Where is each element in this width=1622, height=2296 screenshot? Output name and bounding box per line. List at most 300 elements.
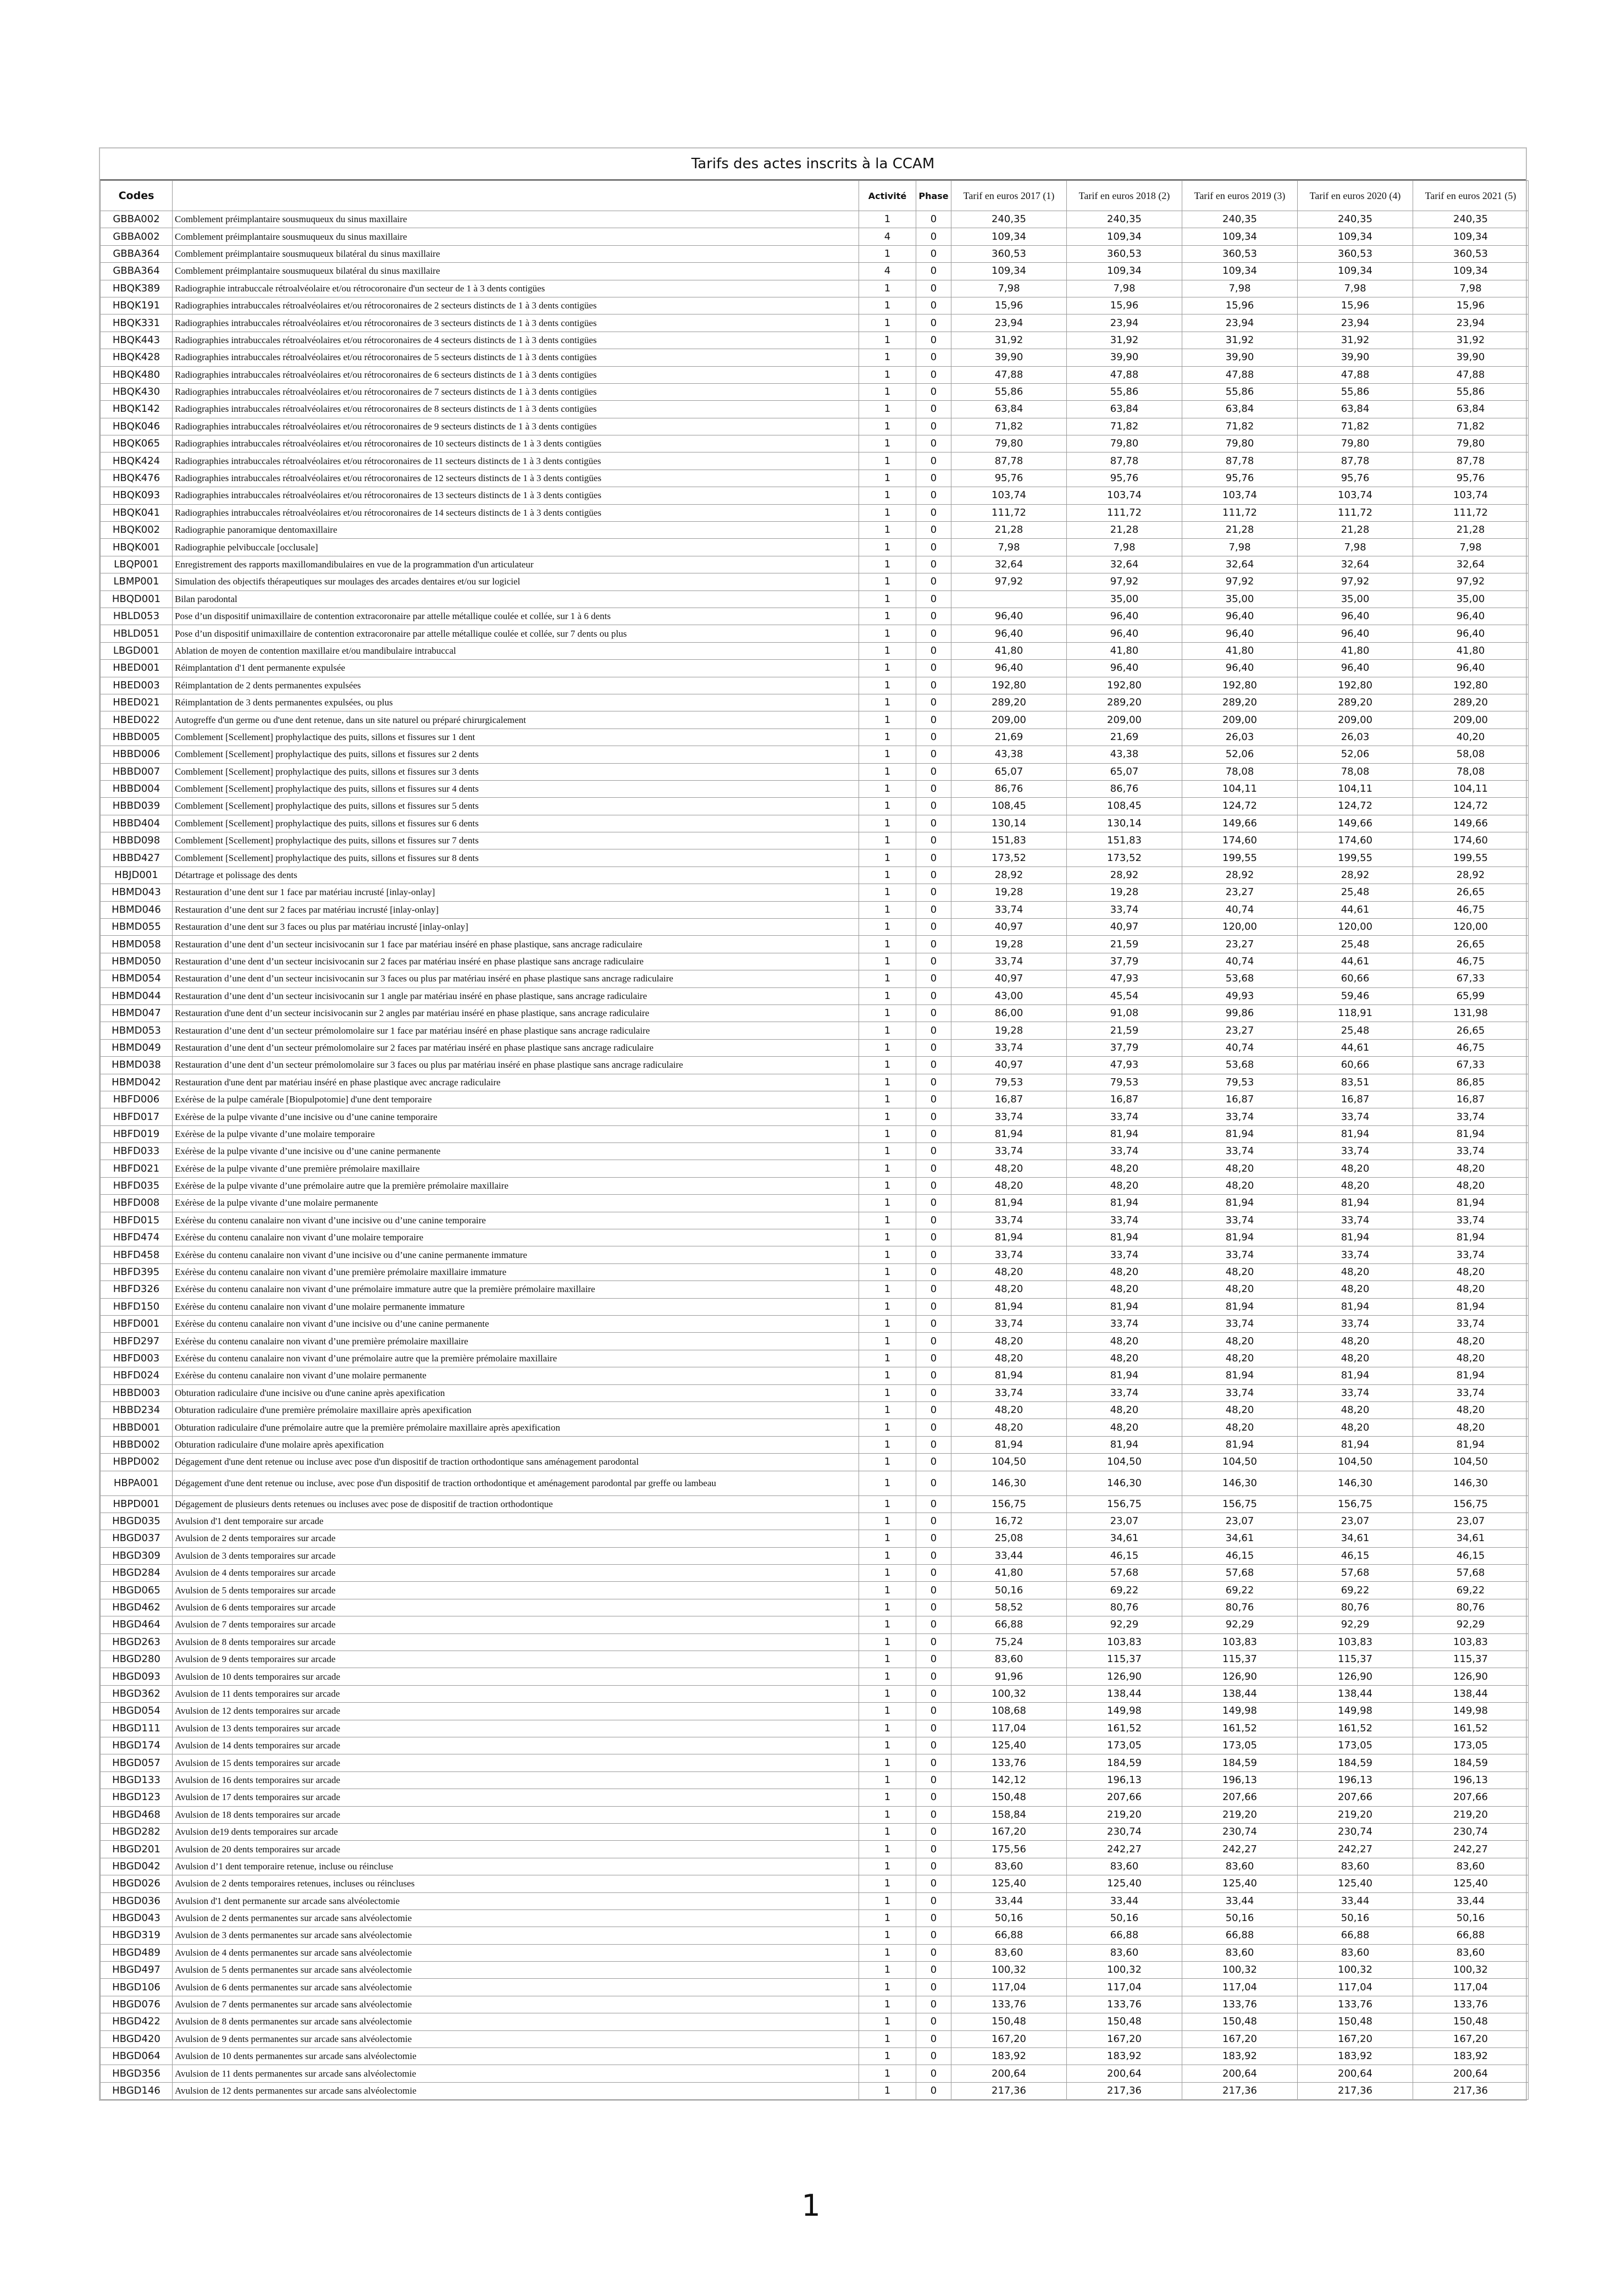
cell-tarif-2021: 199,55 xyxy=(1413,849,1529,866)
cell-tarif-2018: 33,44 xyxy=(1067,1892,1182,1909)
cell-phase: 0 xyxy=(916,487,951,504)
cell-activite: 1 xyxy=(859,1599,916,1616)
cell-tarif-2020: 81,94 xyxy=(1298,1436,1413,1453)
cell-tarif-2019: 79,80 xyxy=(1182,435,1298,452)
cell-tarif-2020: 44,61 xyxy=(1298,953,1413,970)
cell-phase: 0 xyxy=(916,2048,951,2065)
cell-tarif-2021: 81,94 xyxy=(1413,1367,1529,1384)
cell-activite: 1 xyxy=(859,1419,916,1436)
cell-code: HBBD003 xyxy=(101,1384,173,1401)
cell-tarif-2018: 41,80 xyxy=(1067,642,1182,659)
cell-activite: 1 xyxy=(859,383,916,400)
cell-tarif-2021: 41,80 xyxy=(1413,642,1529,659)
cell-phase: 0 xyxy=(916,1246,951,1263)
cell-tarif-2020: 48,20 xyxy=(1298,1419,1413,1436)
table-row xyxy=(101,1039,1529,1056)
cell-activite: 1 xyxy=(859,1384,916,1401)
cell-tarif-2018: 33,74 xyxy=(1067,1246,1182,1263)
cell-tarif-2020: 97,92 xyxy=(1298,573,1413,590)
table-row xyxy=(101,660,1529,677)
table-row xyxy=(101,573,1529,590)
cell-tarif-2019: 183,92 xyxy=(1182,2048,1298,2065)
cell-tarif-2019: 15,96 xyxy=(1182,297,1298,314)
table-row xyxy=(101,2013,1529,2030)
cell-phase: 0 xyxy=(916,936,951,953)
cell-tarif-2017: 48,20 xyxy=(951,1177,1067,1194)
cell-label: Comblement [Scellement] prophylactique des puits, sillons et fissures sur 8 dents xyxy=(173,849,859,866)
cell-tarif-2020: 124,72 xyxy=(1298,798,1413,815)
cell-code: LBGD001 xyxy=(101,642,173,659)
table-row xyxy=(101,1367,1529,1384)
cell-label: Exérèse du contenu canalaire non vivant d’une première prémolaire maxillaire xyxy=(173,1333,859,1350)
cell-tarif-2019: 96,40 xyxy=(1182,608,1298,625)
cell-code: HBGD057 xyxy=(101,1754,173,1771)
cell-tarif-2017: 96,40 xyxy=(951,608,1067,625)
cell-tarif-2020: 33,74 xyxy=(1298,1246,1413,1263)
cell-activite: 1 xyxy=(859,660,916,677)
table-row xyxy=(101,1004,1529,1022)
cell-label: Avulsion de19 dents temporaires sur arcade xyxy=(173,1823,859,1840)
cell-activite: 1 xyxy=(859,1996,916,2013)
cell-tarif-2019: 217,36 xyxy=(1182,2082,1298,2099)
cell-label: Exérèse de la pulpe vivante d’une incisive ou d’une canine permanente xyxy=(173,1143,859,1160)
cell-code: HBGD489 xyxy=(101,1944,173,1961)
cell-tarif-2020: 161,52 xyxy=(1298,1720,1413,1737)
cell-activite: 1 xyxy=(859,1401,916,1419)
cell-activite: 1 xyxy=(859,987,916,1004)
cell-label: Détartrage et polissage des dents xyxy=(173,866,859,884)
cell-phase: 0 xyxy=(916,1108,951,1125)
table-row xyxy=(101,1616,1529,1633)
cell-phase: 0 xyxy=(916,1281,951,1298)
table-row xyxy=(101,1401,1529,1419)
cell-phase: 0 xyxy=(916,728,951,746)
cell-code: HBFD024 xyxy=(101,1367,173,1384)
cell-label: Exérèse du contenu canalaire non vivant d’une molaire temporaire xyxy=(173,1229,859,1246)
table-title: Tarifs des actes inscrits à la CCAM xyxy=(100,148,1526,180)
cell-phase: 0 xyxy=(916,1057,951,1074)
cell-tarif-2020: 115,37 xyxy=(1298,1651,1413,1668)
cell-label: Avulsion de 16 dents temporaires sur arcade xyxy=(173,1771,859,1789)
table-row xyxy=(101,694,1529,711)
cell-label: Exérèse du contenu canalaire non vivant d’une prémolaire autre que la première prémolaire maxillaire xyxy=(173,1350,859,1367)
cell-tarif-2021: 81,94 xyxy=(1413,1195,1529,1212)
cell-code: HBGD201 xyxy=(101,1841,173,1858)
cell-tarif-2017: 48,20 xyxy=(951,1401,1067,1419)
cell-tarif-2017: 104,50 xyxy=(951,1454,1067,1471)
cell-tarif-2021: 33,74 xyxy=(1413,1143,1529,1160)
cell-label: Radiographies intrabuccales rétroalvéolaires et/ou rétrocoronaires de 2 secteurs distincts de 1 à 3 dents contigües xyxy=(173,297,859,314)
cell-tarif-2021: 120,00 xyxy=(1413,919,1529,936)
table-row xyxy=(101,1789,1529,1806)
cell-tarif-2021: 39,90 xyxy=(1413,349,1529,366)
cell-tarif-2019: 48,20 xyxy=(1182,1350,1298,1367)
cell-code: HBFD008 xyxy=(101,1195,173,1212)
cell-tarif-2020: 118,91 xyxy=(1298,1004,1413,1022)
cell-code: LBQP001 xyxy=(101,556,173,573)
cell-tarif-2018: 33,74 xyxy=(1067,1143,1182,1160)
cell-tarif-2017: 117,04 xyxy=(951,1720,1067,1737)
cell-phase: 0 xyxy=(916,1125,951,1143)
cell-tarif-2021: 33,74 xyxy=(1413,1384,1529,1401)
cell-tarif-2018: 192,80 xyxy=(1067,677,1182,694)
cell-phase: 0 xyxy=(916,1350,951,1367)
table-row xyxy=(101,1229,1529,1246)
cell-tarif-2017: 21,28 xyxy=(951,522,1067,539)
table-row xyxy=(101,1668,1529,1685)
cell-tarif-2017: 133,76 xyxy=(951,1996,1067,2013)
cell-tarif-2018: 79,80 xyxy=(1067,435,1182,452)
cell-phase: 0 xyxy=(916,2065,951,2082)
cell-tarif-2018: 81,94 xyxy=(1067,1367,1182,1384)
cell-tarif-2021: 21,28 xyxy=(1413,522,1529,539)
cell-code: HBQK001 xyxy=(101,539,173,556)
cell-tarif-2018: 117,04 xyxy=(1067,1979,1182,1996)
cell-tarif-2021: 31,92 xyxy=(1413,332,1529,349)
cell-phase: 0 xyxy=(916,1909,951,1927)
table-row xyxy=(101,2048,1529,2065)
cell-activite: 1 xyxy=(859,728,916,746)
cell-tarif-2021: 65,99 xyxy=(1413,987,1529,1004)
cell-code: GBBA364 xyxy=(101,245,173,262)
cell-activite: 1 xyxy=(859,746,916,763)
cell-label: Restauration d’une dent d’un secteur prémolomolaire sur 2 faces par matériau inséré en phase plastique sans ancrage radiculaire xyxy=(173,1039,859,1056)
cell-code: HBQD001 xyxy=(101,590,173,608)
cell-phase: 0 xyxy=(916,1384,951,1401)
cell-tarif-2020: 57,68 xyxy=(1298,1565,1413,1582)
cell-code: HBBD427 xyxy=(101,849,173,866)
table-row xyxy=(101,1513,1529,1530)
cell-tarif-2017: 48,20 xyxy=(951,1160,1067,1177)
table-body xyxy=(101,211,1529,2100)
cell-tarif-2019: 40,74 xyxy=(1182,901,1298,918)
cell-tarif-2019: 39,90 xyxy=(1182,349,1298,366)
cell-tarif-2020: 55,86 xyxy=(1298,383,1413,400)
cell-code: HBMD044 xyxy=(101,987,173,1004)
cell-tarif-2018: 33,74 xyxy=(1067,901,1182,918)
table-row xyxy=(101,1858,1529,1875)
cell-tarif-2018: 7,98 xyxy=(1067,539,1182,556)
cell-code: HBBD039 xyxy=(101,798,173,815)
cell-tarif-2017: 173,52 xyxy=(951,849,1067,866)
cell-activite: 1 xyxy=(859,1668,916,1685)
table-row xyxy=(101,1057,1529,1074)
cell-tarif-2020: 83,51 xyxy=(1298,1074,1413,1091)
cell-label: Bilan parodontal xyxy=(173,590,859,608)
cell-tarif-2018: 91,08 xyxy=(1067,1004,1182,1022)
cell-phase: 0 xyxy=(916,1892,951,1909)
cell-tarif-2021: 16,87 xyxy=(1413,1091,1529,1108)
cell-code: HBQK046 xyxy=(101,418,173,435)
cell-tarif-2018: 138,44 xyxy=(1067,1685,1182,1702)
table-row xyxy=(101,590,1529,608)
cell-activite: 1 xyxy=(859,2048,916,2065)
cell-phase: 0 xyxy=(916,1143,951,1160)
cell-tarif-2019: 48,20 xyxy=(1182,1160,1298,1177)
cell-label: Comblement [Scellement] prophylactique des puits, sillons et fissures sur 1 dent xyxy=(173,728,859,746)
cell-tarif-2021: 81,94 xyxy=(1413,1298,1529,1315)
cell-tarif-2021: 58,08 xyxy=(1413,746,1529,763)
cell-code: LBMP001 xyxy=(101,573,173,590)
cell-tarif-2017: 19,28 xyxy=(951,1022,1067,1039)
cell-phase: 0 xyxy=(916,1858,951,1875)
cell-activite: 1 xyxy=(859,953,916,970)
cell-tarif-2018: 103,83 xyxy=(1067,1633,1182,1651)
cell-tarif-2019: 125,40 xyxy=(1182,1875,1298,1892)
cell-tarif-2021: 23,07 xyxy=(1413,1513,1529,1530)
cell-tarif-2019: 81,94 xyxy=(1182,1229,1298,1246)
cell-tarif-2017: 79,53 xyxy=(951,1074,1067,1091)
cell-code: HBMD046 xyxy=(101,901,173,918)
cell-label: Comblement préimplantaire sousmuqueux du sinus maxillaire xyxy=(173,228,859,245)
cell-tarif-2017: 81,94 xyxy=(951,1436,1067,1453)
cell-tarif-2018: 48,20 xyxy=(1067,1419,1182,1436)
cell-tarif-2021: 360,53 xyxy=(1413,245,1529,262)
cell-activite: 1 xyxy=(859,1720,916,1737)
cell-tarif-2018: 104,50 xyxy=(1067,1454,1182,1471)
cell-phase: 0 xyxy=(916,1212,951,1229)
cell-phase: 0 xyxy=(916,1927,951,1944)
cell-tarif-2019: 219,20 xyxy=(1182,1806,1298,1823)
cell-tarif-2018: 81,94 xyxy=(1067,1229,1182,1246)
cell-label: Exérèse de la pulpe vivante d’une molaire permanente xyxy=(173,1195,859,1212)
cell-tarif-2021: 183,92 xyxy=(1413,2048,1529,2065)
cell-tarif-2019: 34,61 xyxy=(1182,1530,1298,1547)
cell-code: HBGD462 xyxy=(101,1599,173,1616)
cell-tarif-2018: 87,78 xyxy=(1067,452,1182,470)
cell-tarif-2019: 104,11 xyxy=(1182,780,1298,797)
cell-tarif-2020: 81,94 xyxy=(1298,1367,1413,1384)
cell-tarif-2021: 81,94 xyxy=(1413,1125,1529,1143)
cell-tarif-2019: 23,94 xyxy=(1182,314,1298,332)
cell-tarif-2019: 23,27 xyxy=(1182,936,1298,953)
cell-label: Avulsion de 10 dents permanentes sur arcade sans alvéolectomie xyxy=(173,2048,859,2065)
table-row xyxy=(101,1281,1529,1298)
cell-label: Exérèse du contenu canalaire non vivant d’une incisive ou d’une canine permanente immature xyxy=(173,1246,859,1263)
cell-code: HBBD006 xyxy=(101,746,173,763)
cell-tarif-2021: 150,48 xyxy=(1413,2013,1529,2030)
cell-tarif-2020: 28,92 xyxy=(1298,866,1413,884)
cell-tarif-2021: 96,40 xyxy=(1413,660,1529,677)
header-activite: Activité xyxy=(859,181,916,211)
cell-tarif-2020: 149,98 xyxy=(1298,1703,1413,1720)
cell-phase: 0 xyxy=(916,1685,951,1702)
cell-tarif-2017: 142,12 xyxy=(951,1771,1067,1789)
cell-tarif-2020: 173,05 xyxy=(1298,1737,1413,1754)
cell-tarif-2019: 33,74 xyxy=(1182,1246,1298,1263)
cell-phase: 0 xyxy=(916,866,951,884)
cell-tarif-2018: 47,93 xyxy=(1067,970,1182,987)
table-row xyxy=(101,1530,1529,1547)
cell-activite: 1 xyxy=(859,2082,916,2099)
cell-tarif-2021: 111,72 xyxy=(1413,504,1529,521)
cell-tarif-2021: 7,98 xyxy=(1413,539,1529,556)
cell-tarif-2018: 19,28 xyxy=(1067,884,1182,901)
cell-tarif-2021: 81,94 xyxy=(1413,1229,1529,1246)
cell-tarif-2020: 174,60 xyxy=(1298,832,1413,849)
cell-phase: 0 xyxy=(916,763,951,780)
cell-code: HBGD174 xyxy=(101,1737,173,1754)
cell-activite: 1 xyxy=(859,1909,916,1927)
cell-tarif-2021: 103,83 xyxy=(1413,1633,1529,1651)
cell-tarif-2021: 15,96 xyxy=(1413,297,1529,314)
cell-tarif-2019: 81,94 xyxy=(1182,1298,1298,1315)
cell-label: Restauration d’une dent d’un secteur incisivocanin sur 1 face par matériau inséré en phase plastique, sans ancrage radiculaire xyxy=(173,936,859,953)
table-row xyxy=(101,452,1529,470)
cell-label: Avulsion de 6 dents permanentes sur arcade sans alvéolectomie xyxy=(173,1979,859,1996)
cell-phase: 0 xyxy=(916,1454,951,1471)
cell-tarif-2020: 196,13 xyxy=(1298,1771,1413,1789)
cell-tarif-2020: 149,66 xyxy=(1298,815,1413,832)
cell-phase: 0 xyxy=(916,1333,951,1350)
cell-label: Enregistrement des rapports maxillomandibulaires en vue de la programmation d'un articulateur xyxy=(173,556,859,573)
cell-tarif-2020: 7,98 xyxy=(1298,539,1413,556)
cell-tarif-2018: 96,40 xyxy=(1067,660,1182,677)
table-row xyxy=(101,1195,1529,1212)
cell-label: Radiographies intrabuccales rétroalvéolaires et/ou rétrocoronaires de 9 secteurs distincts de 1 à 3 dents contigües xyxy=(173,418,859,435)
cell-tarif-2018: 360,53 xyxy=(1067,245,1182,262)
cell-tarif-2017: 97,92 xyxy=(951,573,1067,590)
table-row xyxy=(101,901,1529,918)
cell-tarif-2021: 81,94 xyxy=(1413,1436,1529,1453)
cell-tarif-2020: 48,20 xyxy=(1298,1160,1413,1177)
cell-activite: 1 xyxy=(859,452,916,470)
header-codes: Codes xyxy=(101,181,173,211)
cell-tarif-2018: 95,76 xyxy=(1067,470,1182,487)
table-row xyxy=(101,1979,1529,1996)
cell-phase: 0 xyxy=(916,1547,951,1564)
cell-tarif-2018: 65,07 xyxy=(1067,763,1182,780)
cell-tarif-2021: 109,34 xyxy=(1413,263,1529,280)
cell-tarif-2019: 87,78 xyxy=(1182,452,1298,470)
cell-label: Exérèse du contenu canalaire non vivant d’une molaire permanente xyxy=(173,1367,859,1384)
cell-tarif-2019: 95,76 xyxy=(1182,470,1298,487)
cell-label: Avulsion de 5 dents temporaires sur arcade xyxy=(173,1582,859,1599)
cell-code: HBGD362 xyxy=(101,1685,173,1702)
cell-tarif-2021: 209,00 xyxy=(1413,711,1529,728)
cell-tarif-2020: 33,74 xyxy=(1298,1212,1413,1229)
cell-tarif-2018: 47,88 xyxy=(1067,366,1182,383)
cell-code: HBGD111 xyxy=(101,1720,173,1737)
cell-tarif-2017: 33,74 xyxy=(951,1143,1067,1160)
cell-label: Exérèse de la pulpe vivante d’une prémolaire autre que la première prémolaire maxillaire xyxy=(173,1177,859,1194)
cell-label: Radiographies intrabuccales rétroalvéolaires et/ou rétrocoronaires de 7 secteurs distincts de 1 à 3 dents contigües xyxy=(173,383,859,400)
cell-tarif-2021: 48,20 xyxy=(1413,1350,1529,1367)
cell-label: Obturation radiculaire d'une incisive ou d'une canine après apexification xyxy=(173,1384,859,1401)
cell-label: Radiographies intrabuccales rétroalvéolaires et/ou rétrocoronaires de 13 secteurs distincts de 1 à 3 dents contigües xyxy=(173,487,859,504)
cell-activite: 1 xyxy=(859,815,916,832)
cell-tarif-2017: 48,20 xyxy=(951,1350,1067,1367)
cell-code: HBFD326 xyxy=(101,1281,173,1298)
cell-tarif-2020: 25,48 xyxy=(1298,936,1413,953)
table-row xyxy=(101,280,1529,297)
cell-phase: 0 xyxy=(916,1823,951,1840)
table-row xyxy=(101,1108,1529,1125)
table-row xyxy=(101,1565,1529,1582)
cell-tarif-2021: 86,85 xyxy=(1413,1074,1529,1091)
cell-tarif-2020: 34,61 xyxy=(1298,1530,1413,1547)
cell-label: Pose d’un dispositif unimaxillaire de contention extracoronaire par attelle métallique coulée et collée, sur 1 à 6 dents xyxy=(173,608,859,625)
cell-tarif-2020: 125,40 xyxy=(1298,1875,1413,1892)
cell-tarif-2018: 79,53 xyxy=(1067,1074,1182,1091)
cell-tarif-2020: 31,92 xyxy=(1298,332,1413,349)
cell-activite: 1 xyxy=(859,522,916,539)
table-row xyxy=(101,418,1529,435)
cell-tarif-2019: 23,27 xyxy=(1182,884,1298,901)
cell-tarif-2021: 96,40 xyxy=(1413,608,1529,625)
cell-tarif-2019: 33,74 xyxy=(1182,1316,1298,1333)
cell-tarif-2021: 35,00 xyxy=(1413,590,1529,608)
cell-tarif-2020: 80,76 xyxy=(1298,1599,1413,1616)
cell-tarif-2017: 200,64 xyxy=(951,2065,1067,2082)
table-row xyxy=(101,2065,1529,2082)
cell-tarif-2020: 48,20 xyxy=(1298,1350,1413,1367)
cell-tarif-2020: 48,20 xyxy=(1298,1263,1413,1281)
cell-tarif-2017: 50,16 xyxy=(951,1582,1067,1599)
cell-tarif-2018: 34,61 xyxy=(1067,1530,1182,1547)
cell-tarif-2020: 289,20 xyxy=(1298,694,1413,711)
table-row xyxy=(101,936,1529,953)
cell-code: HBGD133 xyxy=(101,1771,173,1789)
cell-label: Radiographies intrabuccales rétroalvéolaires et/ou rétrocoronaires de 11 secteurs distincts de 1 à 3 dents contigües xyxy=(173,452,859,470)
cell-phase: 0 xyxy=(916,953,951,970)
cell-activite: 1 xyxy=(859,1633,916,1651)
header-row xyxy=(101,181,1529,211)
cell-tarif-2021: 173,05 xyxy=(1413,1737,1529,1754)
cell-tarif-2018: 173,52 xyxy=(1067,849,1182,866)
cell-label: Exérèse du contenu canalaire non vivant d’une prémolaire immature autre que la première prémolaire maxillaire xyxy=(173,1281,859,1298)
cell-code: HBMD042 xyxy=(101,1074,173,1091)
cell-code: HBLD053 xyxy=(101,608,173,625)
cell-tarif-2017: 75,24 xyxy=(951,1633,1067,1651)
cell-tarif-2019: 63,84 xyxy=(1182,401,1298,418)
cell-tarif-2020: 183,92 xyxy=(1298,2048,1413,2065)
cell-tarif-2018: 63,84 xyxy=(1067,401,1182,418)
cell-tarif-2018: 109,34 xyxy=(1067,228,1182,245)
table-row xyxy=(101,504,1529,521)
cell-phase: 0 xyxy=(916,383,951,400)
cell-phase: 0 xyxy=(916,1754,951,1771)
cell-tarif-2018: 289,20 xyxy=(1067,694,1182,711)
cell-phase: 0 xyxy=(916,332,951,349)
cell-tarif-2020: 111,72 xyxy=(1298,504,1413,521)
cell-tarif-2019: 81,94 xyxy=(1182,1436,1298,1453)
table-row xyxy=(101,1160,1529,1177)
cell-tarif-2021: 200,64 xyxy=(1413,2065,1529,2082)
cell-tarif-2020: 60,66 xyxy=(1298,1057,1413,1074)
cell-tarif-2019: 150,48 xyxy=(1182,2013,1298,2030)
cell-phase: 0 xyxy=(916,401,951,418)
cell-code: HBQK389 xyxy=(101,280,173,297)
cell-tarif-2020: 146,30 xyxy=(1298,1471,1413,1495)
cell-tarif-2018: 48,20 xyxy=(1067,1333,1182,1350)
cell-phase: 0 xyxy=(916,1720,951,1737)
cell-label: Avulsion de 5 dents permanentes sur arcade sans alvéolectomie xyxy=(173,1962,859,1979)
cell-tarif-2020: 23,94 xyxy=(1298,314,1413,332)
cell-tarif-2018: 21,28 xyxy=(1067,522,1182,539)
cell-activite: 1 xyxy=(859,573,916,590)
table-row xyxy=(101,1333,1529,1350)
cell-phase: 0 xyxy=(916,2030,951,2047)
cell-label: Avulsion de 9 dents permanentes sur arcade sans alvéolectomie xyxy=(173,2030,859,2047)
cell-tarif-2019: 52,06 xyxy=(1182,746,1298,763)
cell-tarif-2017: 83,60 xyxy=(951,1944,1067,1961)
table-row xyxy=(101,383,1529,400)
cell-label: Comblement [Scellement] prophylactique des puits, sillons et fissures sur 5 dents xyxy=(173,798,859,815)
cell-phase: 0 xyxy=(916,970,951,987)
cell-tarif-2021: 46,75 xyxy=(1413,953,1529,970)
cell-phase: 0 xyxy=(916,780,951,797)
